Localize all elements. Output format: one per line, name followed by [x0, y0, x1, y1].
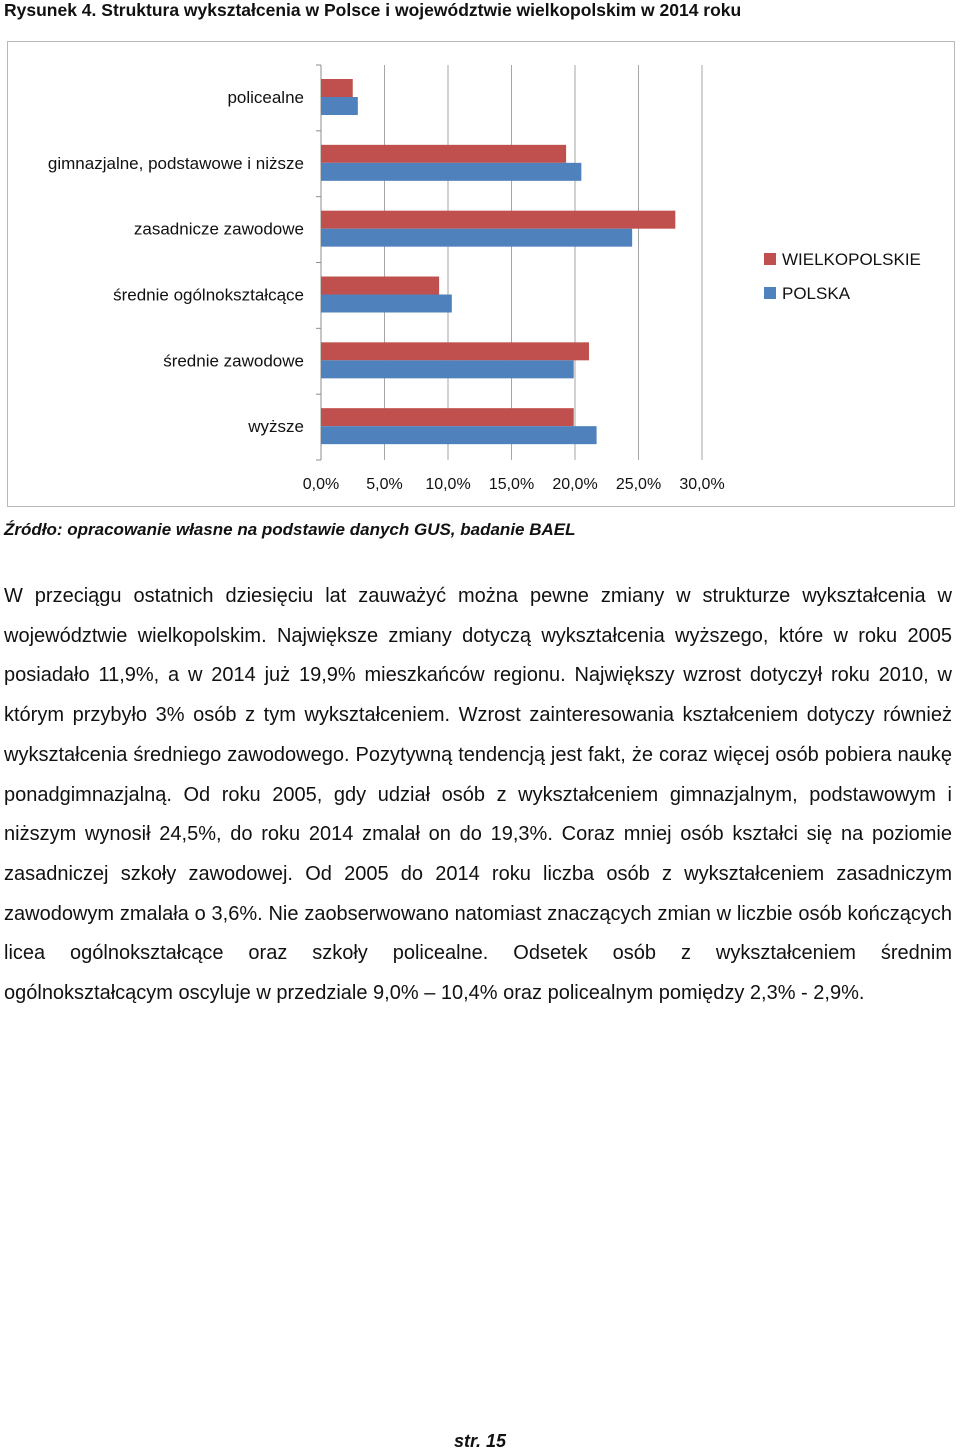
x-tick-label: 15,0% — [488, 476, 535, 493]
bar-wielkopolskie — [321, 211, 675, 229]
body-paragraph: W przeciągu ostatnich dziesięciu lat zauważyć można pewne zmiany w strukturze wykształcenia w województwie wielkopolskim. Największe zmiany dotyczą wykształcenia wyższego, które w roku 2005 posiadało 11,9%, a w 2014 już 19,9% mieszkańców regionu. Największy wzrost dotyczył roku 2010, w którym przybyło 3% osób z tym wykształceniem. Wzrost zainteresowania kształceniem dotyczy również wykształcenia średniego zawodowego. Pozytywną tendencją jest fakt, że coraz więcej osób pobiera naukę ponadgimnazjalną. Od roku 2005, gdy udział osób z wykształceniem gimnazjalnym, podstawowym i niższym wynosił 24,5%, do roku 2014 zmalał on do 19,3%. Coraz mniej osób kształci się na poziomie zasadniczej szkoły zawodowej. Od 2005 do 2014 roku liczba osób z wykształceniem zasadniczym zawodowym zmalała o 3,6%. Nie zaobserwowano natomiast znaczących zmian w liczbie osób kończących licea ogólnokształcące oraz szkoły policealne. Odsetek osób z wykształceniem średnim ogólnokształcącym oscyluje w przedziale 9,0% – 10,4% oraz policealnym pomiędzy 2,3% - 2,9%. — [4, 585, 952, 1005]
bar-wielkopolskie — [321, 277, 439, 295]
x-tick-label: 20,0% — [552, 476, 598, 493]
legend-swatch — [764, 287, 776, 299]
bar-polska — [321, 295, 452, 313]
category-label: gimnazjalne, podstawowe i niższe — [47, 153, 304, 173]
x-tick-label: 25,0% — [615, 476, 662, 493]
bar-wielkopolskie — [321, 145, 566, 163]
bar-polska — [321, 426, 597, 444]
category-label: wyższe — [248, 417, 304, 437]
bar-wielkopolskie — [321, 408, 574, 426]
category-label: średnie ogólnokształcące — [113, 285, 304, 305]
legend-label: WIELKOPOLSKIE — [782, 250, 921, 269]
x-tick-label: 5,0% — [366, 476, 403, 493]
x-tick-label: 10,0% — [425, 476, 471, 493]
bar-wielkopolskie — [321, 342, 589, 360]
bar-polska — [321, 360, 574, 378]
x-tick-label: 0,0% — [302, 476, 340, 493]
source-note: Źródło: opracowanie własne na podstawie danych GUS, badanie BAEL — [4, 520, 576, 539]
figure-caption: Rysunek 4. Struktura wykształcenia w Polsce i województwie wielkopolskim w 2014 roku — [4, 0, 742, 20]
bar-wielkopolskie — [321, 79, 353, 97]
category-label: średnie zawodowe — [163, 351, 304, 371]
page-number: str. 15 — [453, 1431, 507, 1451]
bar-polska — [321, 163, 581, 181]
legend-label: POLSKA — [782, 284, 851, 303]
bar-polska — [321, 229, 632, 247]
x-tick-label: 30,0% — [679, 476, 725, 493]
chart-area — [7, 41, 955, 507]
category-label: zasadnicze zawodowe — [133, 219, 304, 239]
legend-swatch — [764, 253, 776, 265]
education-structure-chart — [8, 42, 954, 506]
category-label: policealne — [227, 88, 304, 107]
bar-polska — [321, 97, 358, 115]
